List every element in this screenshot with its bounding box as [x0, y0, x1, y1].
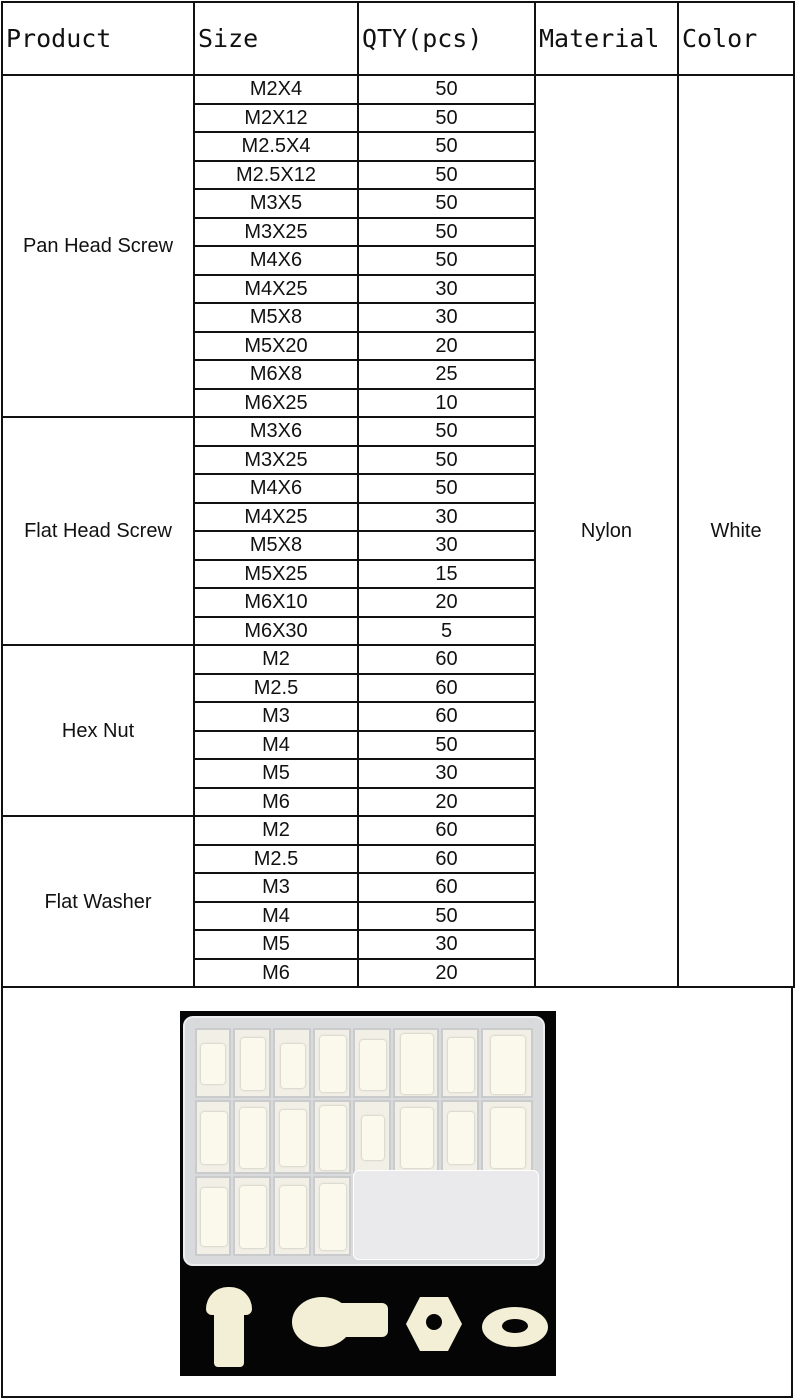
qty-cell: 20: [358, 788, 535, 817]
compartment: [393, 1100, 439, 1174]
header-qty: QTY(pcs): [358, 2, 535, 75]
washer-bag-illustration: [353, 1170, 539, 1260]
qty-cell: 30: [358, 503, 535, 532]
size-cell: M2X12: [194, 104, 358, 133]
qty-cell: 60: [358, 845, 535, 874]
qty-cell: 60: [358, 674, 535, 703]
compartment: [273, 1176, 311, 1256]
qty-cell: 50: [358, 218, 535, 247]
qty-cell: 30: [358, 531, 535, 560]
size-cell: M5X8: [194, 531, 358, 560]
size-cell: M3: [194, 702, 358, 731]
compartment: [195, 1176, 231, 1256]
qty-cell: 30: [358, 759, 535, 788]
compartment: [195, 1028, 231, 1098]
qty-cell: 50: [358, 446, 535, 475]
qty-cell: 15: [358, 560, 535, 589]
color-cell: White: [678, 75, 794, 987]
storage-box-illustration: [183, 1016, 545, 1266]
qty-cell: 10: [358, 389, 535, 418]
compartment: [233, 1176, 271, 1256]
compartment: [353, 1028, 391, 1098]
compartment: [313, 1100, 351, 1174]
compartment: [195, 1100, 231, 1174]
size-cell: M6X8: [194, 360, 358, 389]
size-cell: M2.5: [194, 674, 358, 703]
compartment: [273, 1028, 311, 1098]
compartment: [233, 1100, 271, 1174]
qty-cell: 60: [358, 702, 535, 731]
qty-cell: 25: [358, 360, 535, 389]
qty-cell: 50: [358, 474, 535, 503]
qty-cell: 60: [358, 645, 535, 674]
compartment: [233, 1028, 271, 1098]
qty-cell: 5: [358, 617, 535, 646]
size-cell: M5X25: [194, 560, 358, 589]
header-row: [2, 2, 794, 75]
size-cell: M4: [194, 902, 358, 931]
product-photo: [180, 1011, 556, 1376]
header-material: Material: [535, 2, 678, 75]
size-cell: M2X4: [194, 75, 358, 104]
qty-cell: 50: [358, 75, 535, 104]
qty-cell: 50: [358, 417, 535, 446]
product-name-cell: Flat Washer: [2, 816, 194, 987]
header-color: Color: [678, 2, 794, 75]
flat-head-screw-shank: [330, 1303, 388, 1337]
size-cell: M2: [194, 645, 358, 674]
qty-cell: 50: [358, 246, 535, 275]
qty-cell: 30: [358, 275, 535, 304]
size-cell: M3X5: [194, 189, 358, 218]
size-cell: M4X6: [194, 246, 358, 275]
compartment: [441, 1028, 479, 1098]
qty-cell: 60: [358, 816, 535, 845]
qty-cell: 50: [358, 161, 535, 190]
spec-table-body: [2, 75, 794, 987]
compartment: [481, 1028, 533, 1098]
compartment: [313, 1028, 351, 1098]
compartment: [353, 1100, 391, 1174]
qty-cell: 20: [358, 588, 535, 617]
compartment: [481, 1100, 533, 1174]
qty-cell: 50: [358, 189, 535, 218]
compartment: [313, 1176, 351, 1256]
size-cell: M3X6: [194, 417, 358, 446]
qty-cell: 20: [358, 332, 535, 361]
header-product: Product: [2, 2, 194, 75]
product-name-cell: Pan Head Screw: [2, 75, 194, 417]
flat-washer-hole: [502, 1319, 528, 1333]
qty-cell: 60: [358, 873, 535, 902]
size-cell: M5: [194, 930, 358, 959]
qty-cell: 30: [358, 303, 535, 332]
compartment: [441, 1100, 479, 1174]
pan-head-screw-shank: [214, 1311, 244, 1367]
qty-cell: 50: [358, 104, 535, 133]
size-cell: M3X25: [194, 446, 358, 475]
qty-cell: 50: [358, 731, 535, 760]
qty-cell: 50: [358, 902, 535, 931]
size-cell: M4X25: [194, 503, 358, 532]
qty-cell: 20: [358, 959, 535, 988]
size-cell: M5X8: [194, 303, 358, 332]
size-cell: M4X6: [194, 474, 358, 503]
size-cell: M2.5X4: [194, 132, 358, 161]
product-name-cell: Flat Head Screw: [2, 417, 194, 645]
compartment: [393, 1028, 439, 1098]
size-cell: M6: [194, 959, 358, 988]
product-name-cell: Hex Nut: [2, 645, 194, 816]
size-cell: M3: [194, 873, 358, 902]
size-cell: M2: [194, 816, 358, 845]
size-cell: M4X25: [194, 275, 358, 304]
size-cell: M3X25: [194, 218, 358, 247]
table-row: [2, 75, 794, 104]
header-size: Size: [194, 2, 358, 75]
size-cell: M5: [194, 759, 358, 788]
size-cell: M2.5X12: [194, 161, 358, 190]
qty-cell: 50: [358, 132, 535, 161]
spec-table: [1, 1, 795, 988]
size-cell: M2.5: [194, 845, 358, 874]
size-cell: M6X10: [194, 588, 358, 617]
qty-cell: 30: [358, 930, 535, 959]
size-cell: M6: [194, 788, 358, 817]
size-cell: M4: [194, 731, 358, 760]
size-cell: M5X20: [194, 332, 358, 361]
size-cell: M6X30: [194, 617, 358, 646]
compartment: [273, 1100, 311, 1174]
size-cell: M6X25: [194, 389, 358, 418]
hex-nut-hole: [426, 1314, 442, 1330]
material-cell: Nylon: [535, 75, 678, 987]
